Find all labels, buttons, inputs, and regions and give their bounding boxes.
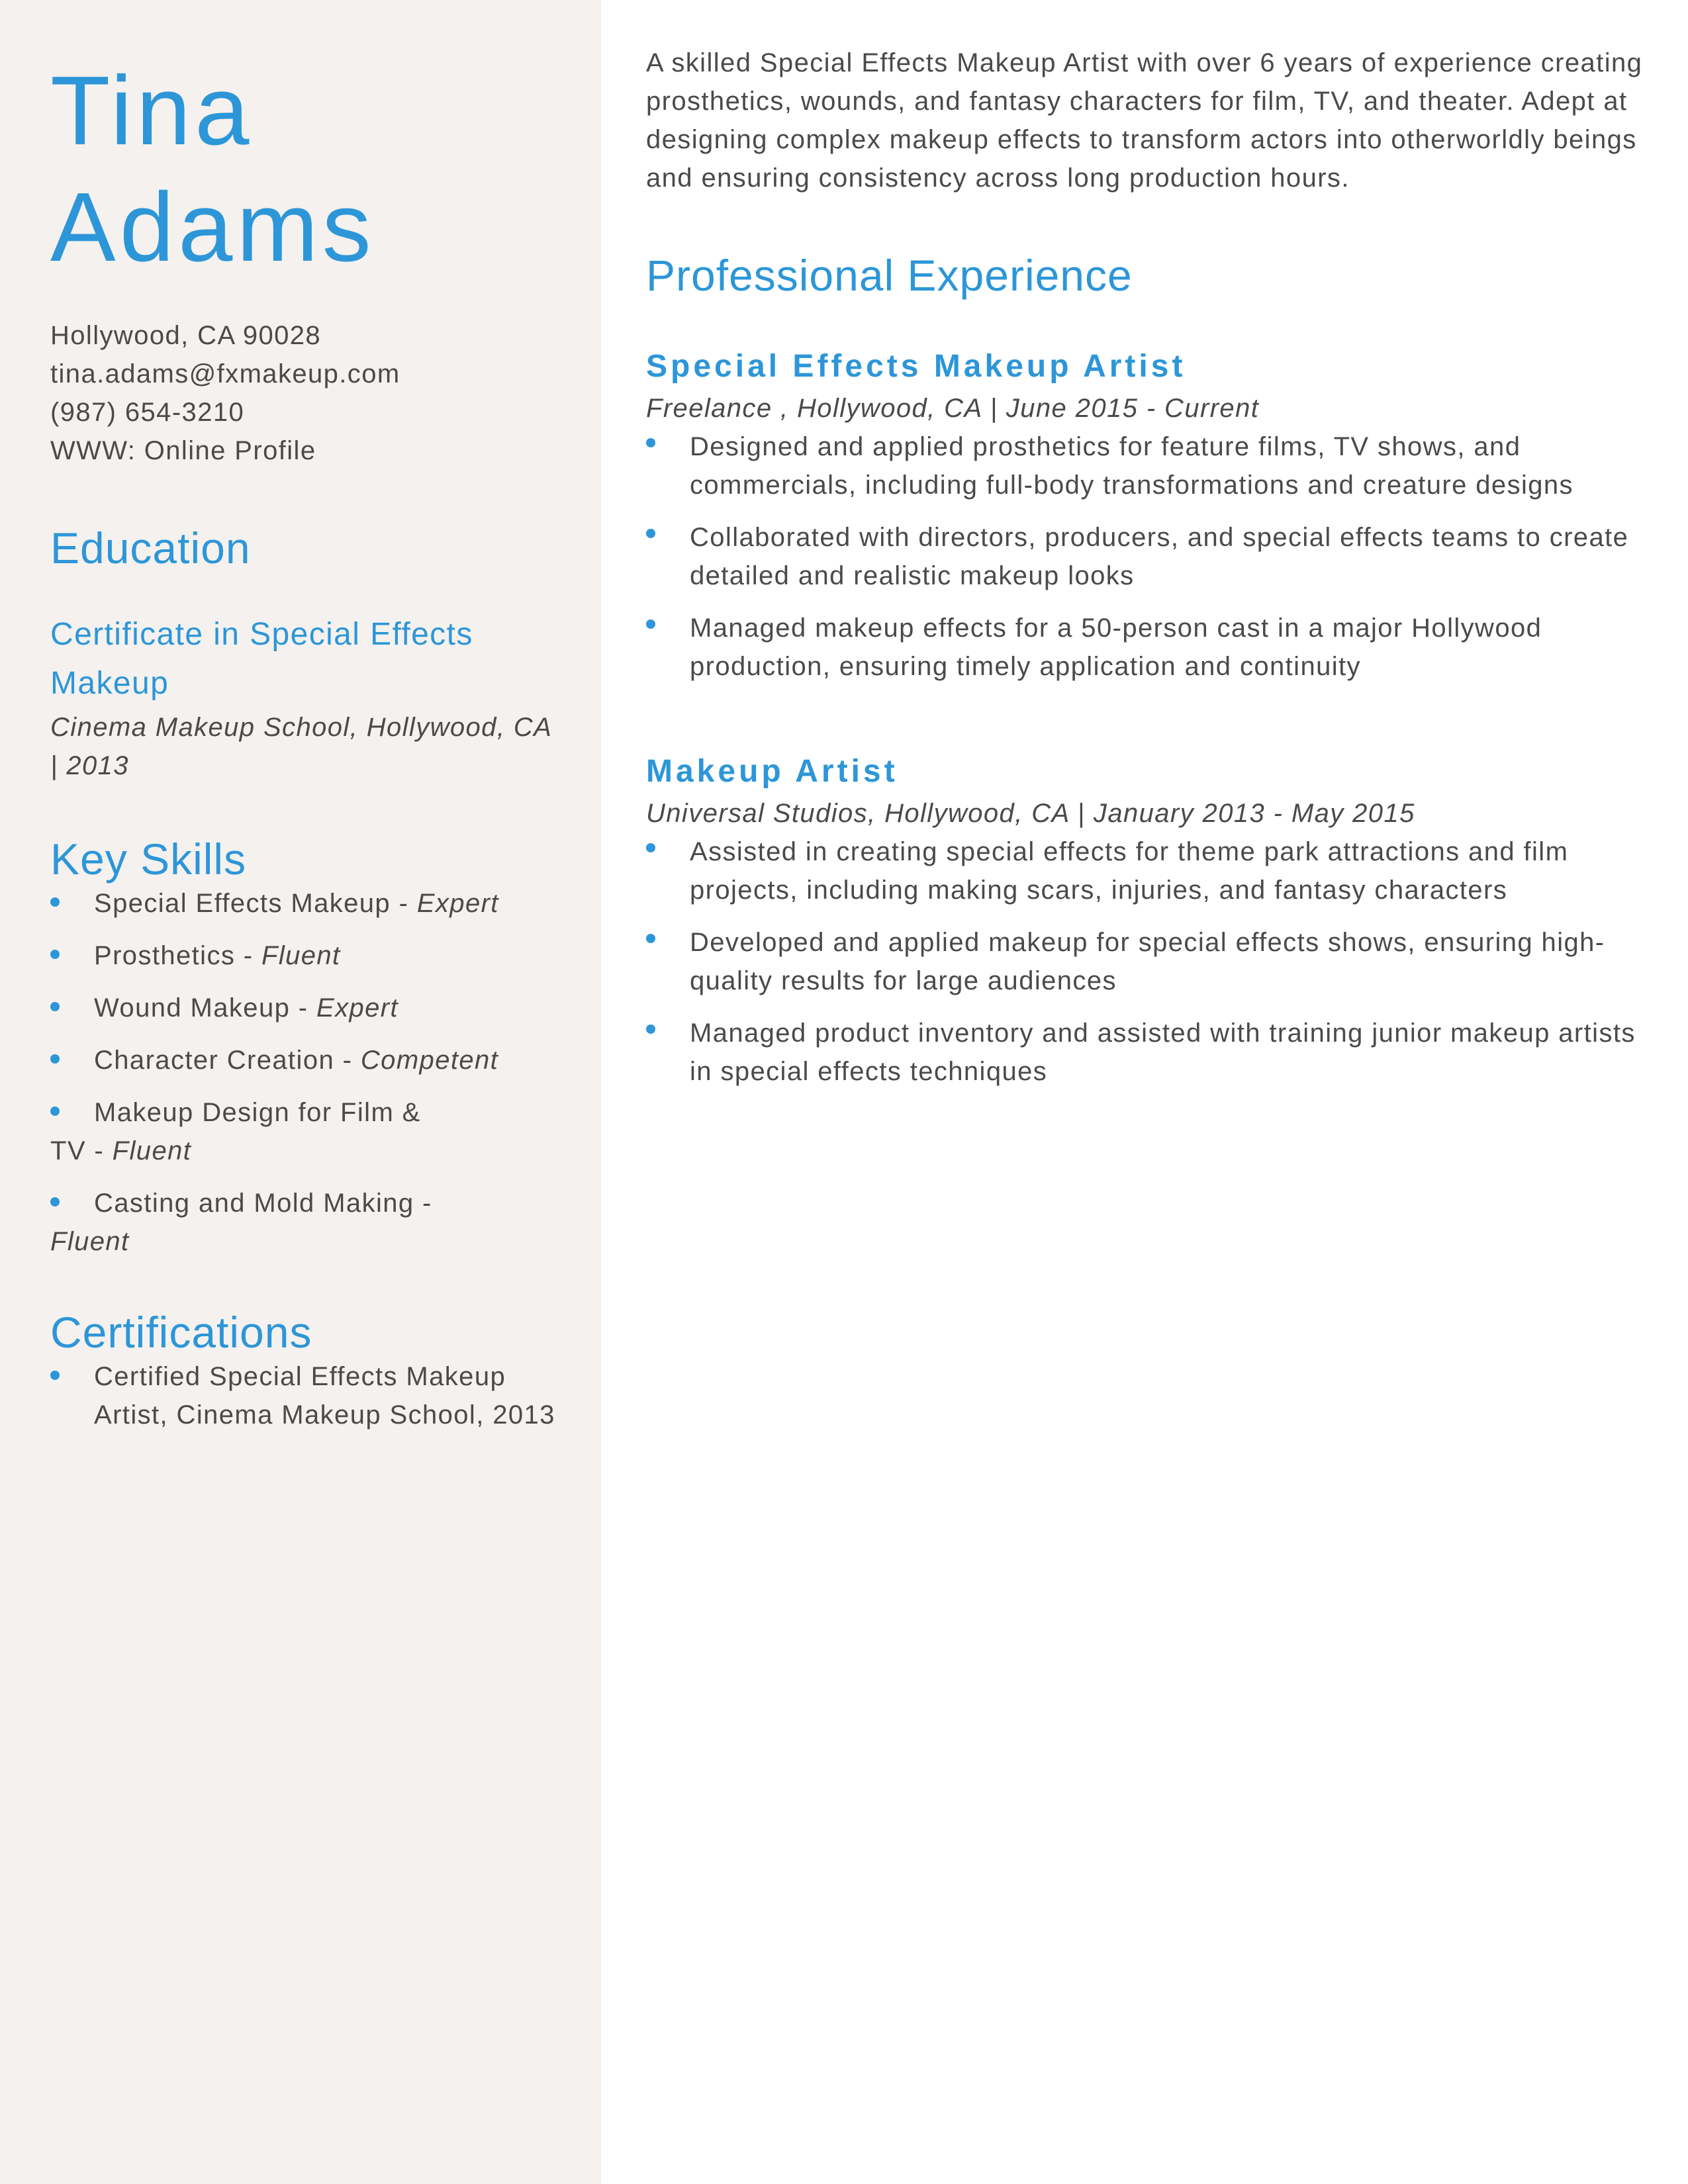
skill-name: Wound Makeup - (94, 993, 316, 1023)
education-school: Cinema Makeup School, Hollywood, CA | 2013 (50, 713, 551, 780)
skill-level: Competent (360, 1046, 499, 1075)
experience-heading: Professional Experience (646, 251, 1133, 300)
job-bullet: Managed makeup effects for a 50-person cast in a major Hollywood production, ensuring timely application and continuity (646, 609, 1646, 686)
skill-level: Expert (316, 993, 399, 1023)
skill-name: Casting and Mold Making - (94, 1189, 432, 1218)
skill-item (50, 936, 560, 975)
certifications-list (50, 1357, 560, 1434)
education-heading: Education (50, 523, 251, 572)
sidebar-content (50, 53, 560, 1434)
job-bullet: Developed and applied makeup for special effects shows, ensuring high-quality results for large audiences (646, 923, 1646, 1000)
job-bullets (646, 428, 1646, 686)
skill-name: Character Creation - (94, 1046, 361, 1075)
email[interactable]: tina.adams@fxmakeup.com (50, 359, 400, 388)
job-bullet: Managed product inventory and assisted with training junior makeup artists in special effects techniques (646, 1014, 1646, 1091)
job-entry (646, 752, 1646, 1091)
job-title: Makeup Artist (646, 754, 898, 789)
skill-item (50, 884, 560, 923)
job-bullet: Assisted in creating special effects for theme park attractions and film projects, including making scars, injuries, and fantasy characters (646, 833, 1646, 909)
job-bullet: Collaborated with directors, producers, and special effects teams to create detailed and realistic makeup looks (646, 518, 1646, 595)
sidebar (0, 0, 601, 2184)
skills-list (50, 884, 560, 1261)
skill-name: Special Effects Makeup - (94, 889, 417, 918)
candidate-name (50, 53, 560, 286)
job-bullet: Designed and applied prosthetics for feature films, TV shows, and commercials, including full-body transformations and creature designs (646, 428, 1646, 504)
skill-name: Makeup Design for Film & TV - (50, 1098, 421, 1165)
first-name: Tina (50, 56, 254, 165)
website-link[interactable]: WWW: Online Profile (50, 436, 316, 465)
last-name: Adams (50, 173, 375, 282)
education-degree: Certificate in Special Effects Makeup (50, 617, 473, 701)
summary: A skilled Special Effects Makeup Artist with over 6 years of experience creating prosthetics, wounds, and fantasy characters for film, TV, and theater. Adept at designing complex makeup effects to transform actors into otherworldly beings and ensuring consistency across long production hours. (646, 48, 1643, 193)
skill-item (50, 1184, 474, 1261)
main-content (646, 44, 1646, 1105)
skill-name: Prosthetics - (94, 941, 261, 970)
skill-level: Fluent (112, 1136, 192, 1165)
certification-item: Certified Special Effects Makeup Artist, Cinema Makeup School, 2013 (50, 1357, 560, 1434)
job-bullets (646, 833, 1646, 1091)
address: Hollywood, CA 90028 (50, 321, 322, 350)
skill-item (50, 989, 560, 1027)
skill-level: Fluent (50, 1227, 130, 1256)
skill-level: Fluent (261, 941, 341, 970)
skill-level: Expert (416, 889, 499, 918)
job-entry (646, 347, 1646, 686)
contact-info (50, 316, 560, 470)
skills-heading: Key Skills (50, 835, 247, 884)
skill-item (50, 1041, 560, 1079)
certifications-heading: Certifications (50, 1308, 312, 1357)
phone: (987) 654-3210 (50, 398, 245, 427)
job-meta: Universal Studios, Hollywood, CA | January 2013 - May 2015 (646, 799, 1415, 828)
job-title: Special Effects Makeup Artist (646, 349, 1186, 384)
skill-item (50, 1093, 447, 1170)
job-meta: Freelance , Hollywood, CA | June 2015 - Current (646, 394, 1260, 423)
